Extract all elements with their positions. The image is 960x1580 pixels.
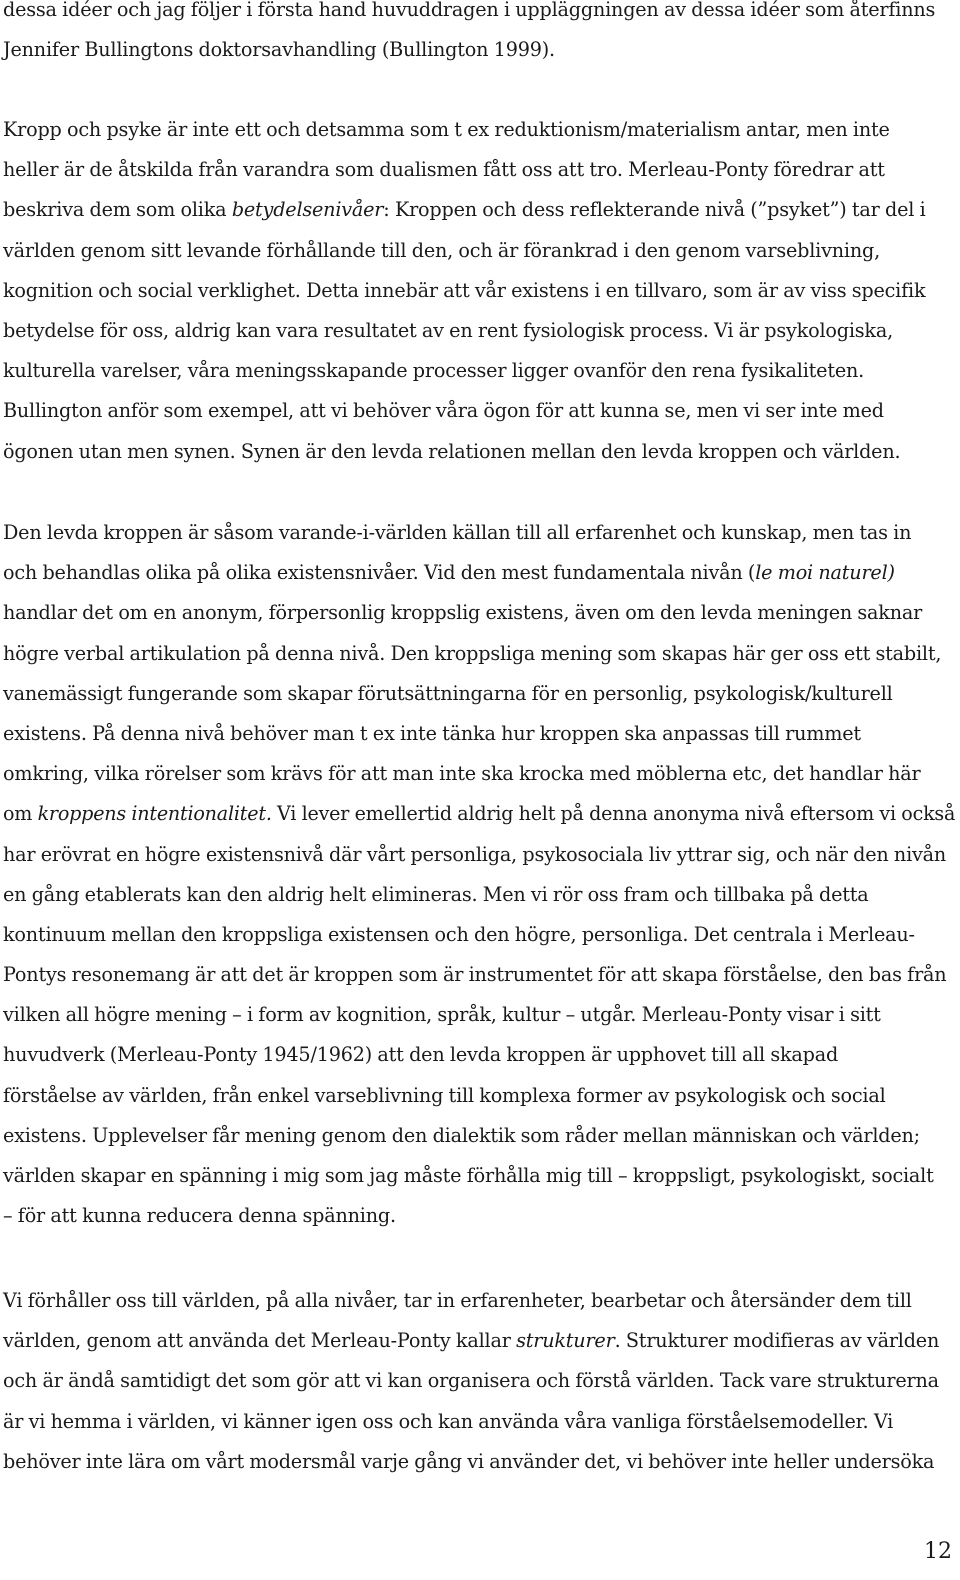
text-line bbox=[3, 150, 926, 190]
text-line bbox=[3, 1156, 960, 1196]
text-span: kulturella varelser, våra meningsskapande processer ligger ovanför den rena fysikaliteten. bbox=[3, 359, 865, 383]
text-span: och behandlas olika på olika existensnivåer. Vid den mest fundamentala nivån ( bbox=[3, 561, 756, 585]
italic-text: kroppens intentionalitet. bbox=[37, 802, 272, 826]
italic-text: le moi naturel) bbox=[755, 561, 895, 585]
text-span: beskriva dem som olika bbox=[3, 198, 232, 222]
text-line bbox=[3, 1402, 939, 1442]
text-line bbox=[3, 553, 960, 593]
text-span: Pontys resonemang är att det är kroppen som är instrumentet för att skapa förståelse, den bas från bbox=[3, 963, 947, 987]
text-line bbox=[3, 351, 926, 391]
text-line bbox=[3, 1321, 939, 1361]
text-span: betydelse för oss, aldrig kan vara resultatet av en rent fysiologisk process. Vi är psykologiska, bbox=[3, 318, 893, 342]
text-line bbox=[3, 875, 960, 915]
text-span: . Strukturer modifieras av världen bbox=[614, 1329, 940, 1353]
text-span: om bbox=[3, 802, 38, 826]
text-span: behöver inte lära om vårt modersmål varje gång vi använder det, vi behöver inte heller undersöka bbox=[3, 1449, 935, 1473]
text-line bbox=[3, 231, 926, 271]
text-span: Vi förhåller oss till världen, på alla nivåer, tar in erfarenheter, bearbetar och återsänder dem till bbox=[3, 1289, 912, 1312]
text-line bbox=[3, 271, 926, 311]
text-span: Den levda kroppen är såsom varande-i-världen källan till all erfarenhet och kunskap, men tas in bbox=[3, 521, 912, 544]
text-line bbox=[3, 30, 935, 70]
text-line bbox=[3, 0, 935, 30]
text-span: – för att kunna reducera denna spänning. bbox=[3, 1204, 396, 1228]
italic-text: strukturer bbox=[516, 1329, 615, 1353]
text-line bbox=[3, 754, 960, 794]
text-line bbox=[3, 634, 960, 674]
text-span: ögonen utan men synen. Synen är den levda relationen mellan den levda kroppen och världen. bbox=[3, 439, 901, 463]
text-span: vanemässigt fungerande som skapar förutsättningarna för en personlig, psykologisk/kulturell bbox=[3, 681, 893, 705]
paragraph-2 bbox=[3, 110, 926, 472]
paragraph-4 bbox=[3, 1281, 939, 1482]
text-line bbox=[3, 1196, 960, 1236]
text-span: världen genom sitt levande förhållande till den, och är förankrad i den genom varseblivning, bbox=[3, 238, 880, 262]
text-span: dessa idéer och jag följer i första hand huvuddragen i uppläggningen av dessa idéer som återfinns bbox=[3, 0, 936, 21]
text-span: högre verbal artikulation på denna nivå. Den kroppsliga mening som skapas här ger oss ett stabilt, bbox=[3, 641, 942, 665]
text-line bbox=[3, 391, 926, 431]
text-line bbox=[3, 1076, 960, 1116]
text-span: världen skapar en spänning i mig som jag måste förhålla mig till – kroppsligt, psykologiskt, socialt bbox=[3, 1164, 934, 1187]
text-line bbox=[3, 110, 926, 150]
text-span: har erövrat en högre existensnivå där vårt personliga, psykosociala liv yttrar sig, och när den nivån bbox=[3, 842, 947, 866]
text-line bbox=[3, 432, 926, 472]
text-span: : Kroppen och dess reflekterande nivå (”psyket”) tar del i bbox=[383, 198, 926, 222]
text-line bbox=[3, 1442, 939, 1482]
text-span: Kropp och psyke är inte ett och detsamma som t ex reduktionism/materialism antar, men inte bbox=[3, 118, 890, 141]
text-line bbox=[3, 1281, 939, 1321]
page-number: 12 bbox=[924, 1539, 952, 1564]
text-span: vilken all högre mening – i form av kognition, språk, kultur – utgår. Merleau-Ponty visar i sitt bbox=[3, 1003, 881, 1027]
text-line bbox=[3, 995, 960, 1035]
text-line bbox=[3, 593, 960, 633]
text-span: förståelse av världen, från enkel varseblivning till komplexa former av psykologisk och social bbox=[3, 1083, 886, 1107]
text-span: kognition och social verklighet. Detta innebär att vår existens i en tillvaro, som är av viss specifik bbox=[3, 278, 926, 302]
text-line bbox=[3, 311, 926, 351]
text-line bbox=[3, 714, 960, 754]
text-line bbox=[3, 190, 926, 230]
paragraph-1 bbox=[3, 0, 935, 70]
text-span: en gång etablerats kan den aldrig helt elimineras. Men vi rör oss fram och tillbaka på detta bbox=[3, 882, 869, 906]
text-line bbox=[3, 955, 960, 995]
italic-text: betydelsenivåer bbox=[231, 198, 384, 222]
text-span: kontinuum mellan den kroppsliga existensen och den högre, personliga. Det centrala i Merleau- bbox=[3, 922, 915, 946]
paragraph-3 bbox=[3, 513, 960, 1236]
text-span: Jennifer Bullingtons doktorsavhandling (Bullington 1999). bbox=[3, 38, 555, 62]
text-span: Bullington anför som exempel, att vi behöver våra ögon för att kunna se, men vi ser inte med bbox=[3, 399, 884, 423]
text-span: existens. På denna nivå behöver man t ex inte tänka hur kroppen ska anpassas till rummet bbox=[3, 721, 861, 745]
text-span: Vi lever emellertid aldrig helt på denna anonyma nivå eftersom vi också bbox=[271, 802, 956, 826]
text-line bbox=[3, 1035, 960, 1075]
text-span: heller är de åtskilda från varandra som dualismen fått oss att tro. Merleau-Ponty föredrar att bbox=[3, 158, 885, 182]
text-line bbox=[3, 915, 960, 955]
text-line bbox=[3, 513, 960, 553]
text-span: och är ändå samtidigt det som gör att vi kan organisera och förstå världen. Tack vare strukturerna bbox=[3, 1369, 939, 1393]
text-span: världen, genom att använda det Merleau-Ponty kallar bbox=[3, 1329, 517, 1353]
text-line bbox=[3, 794, 955, 834]
text-line bbox=[3, 674, 960, 714]
text-span: existens. Upplevelser får mening genom den dialektik som råder mellan människan och världen; bbox=[3, 1123, 920, 1147]
text-span: omkring, vilka rörelser som krävs för att man inte ska krocka med möblerna etc, det handlar här bbox=[3, 762, 921, 786]
text-span: är vi hemma i världen, vi känner igen oss och kan använda våra vanliga förståelsemodeller. Vi bbox=[3, 1409, 894, 1433]
text-line bbox=[3, 1361, 939, 1401]
text-line bbox=[3, 1116, 960, 1156]
text-span: huvudverk (Merleau-Ponty 1945/1962) att den levda kroppen är upphovet till all skapad bbox=[3, 1043, 839, 1067]
text-span: handlar det om en anonym, förpersonlig kroppslig existens, även om den levda meningen saknar bbox=[3, 601, 923, 625]
text-line bbox=[3, 835, 960, 875]
